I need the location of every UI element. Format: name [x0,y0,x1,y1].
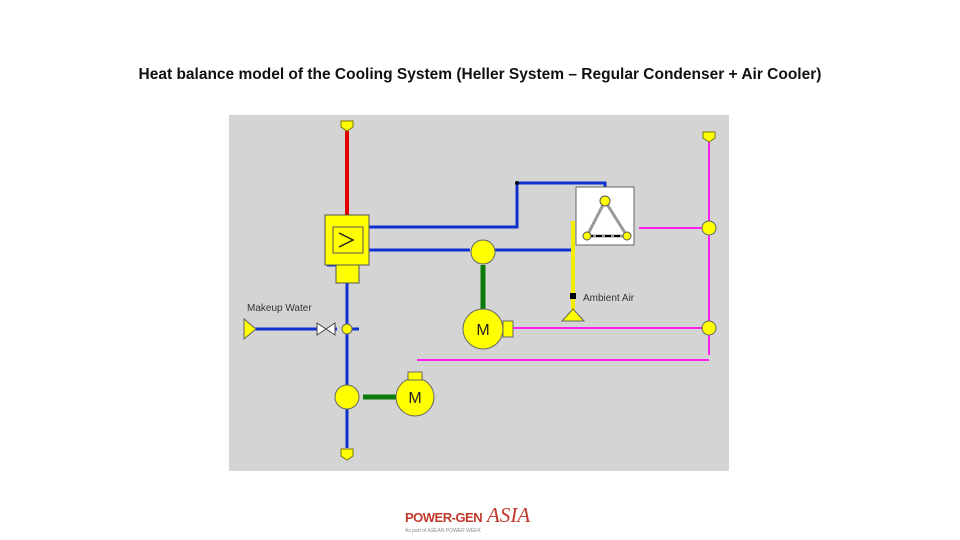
motor-lower-label: M [408,390,422,407]
power-gen-asia-logo [405,500,565,540]
motor-upper-label: M [476,322,490,339]
circulating-pump-icon [471,240,495,264]
cooling-system-diagram [229,115,729,471]
logo-subtext: As part of ASEAN POWER WEEK [405,528,481,534]
air-cooler-icon [576,187,634,245]
logo-main-text: POWER-GEN [405,510,483,525]
logo-asia-text: ASIA [487,503,531,527]
condensate-pump-icon [335,385,359,409]
ambient-air-label: Ambient Air [583,293,635,304]
diagram-background [229,115,729,471]
page-title: Heat balance model of the Cooling System (Heller System – Regular Condenser + Air Cooler) [138,66,822,83]
makeup-water-label: Makeup Water [247,303,312,314]
